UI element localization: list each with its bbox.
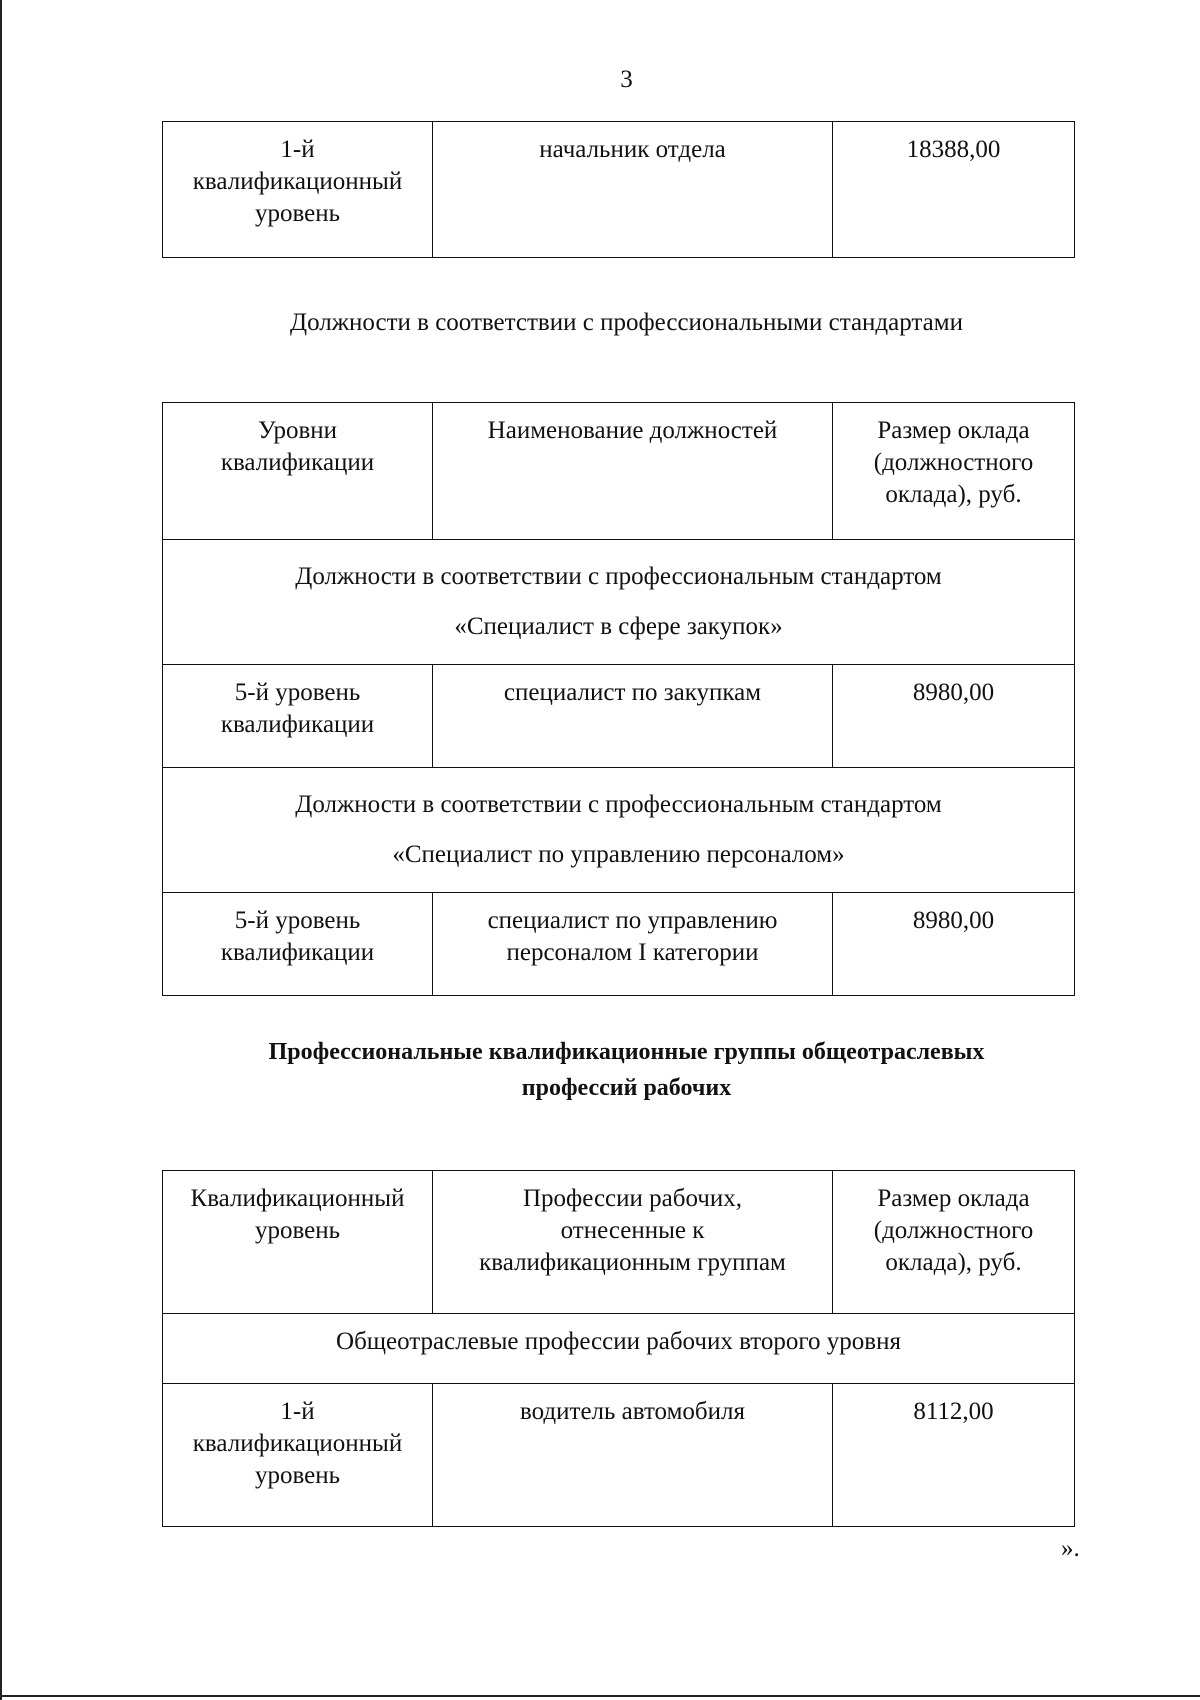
scan-edge-left [0, 0, 2, 1700]
salary-cell: 8980,00 [833, 893, 1075, 996]
level-cell: 1-й квалификационный уровень [163, 122, 433, 258]
group-title-row [163, 540, 1075, 665]
group-title-cell: Общеотраслевые профессии рабочих второго уровня [163, 1314, 1075, 1384]
page-number: 3 [620, 66, 633, 93]
position-cell: водитель автомобиля [433, 1384, 833, 1527]
position-cell: специалист по управлению персоналом I категории [433, 893, 833, 996]
table-row [163, 122, 1075, 258]
header-cell-salary: Размер оклада (должностного оклада), руб. [833, 1171, 1075, 1314]
header-cell-professions: Профессии рабочих, отнесенные к квалификационным группам [433, 1171, 833, 1314]
table-professional-standards [162, 402, 1075, 996]
salary-cell: 8112,00 [833, 1384, 1075, 1527]
closing-quote-mark: ». [1061, 1535, 1080, 1562]
position-cell: начальник отдела [433, 122, 833, 258]
header-cell-levels: Уровни квалификации [163, 403, 433, 540]
table-header-row [163, 403, 1075, 540]
group-title-row [163, 1314, 1075, 1384]
level-cell: 1-й квалификационный уровень [163, 1384, 433, 1527]
table-row [163, 893, 1075, 996]
table-row [163, 1384, 1075, 1527]
section-heading-professional-standards: Должности в соответствии с профессиональными стандартами [290, 309, 963, 336]
position-cell: специалист по закупкам [433, 665, 833, 768]
scan-edge-bottom [0, 1695, 1200, 1697]
table-continued [162, 121, 1075, 258]
header-cell-positions: Наименование должностей [433, 403, 833, 540]
level-cell: 5-й уровень квалификации [163, 893, 433, 996]
table-header-row [163, 1171, 1075, 1314]
salary-cell: 18388,00 [833, 122, 1075, 258]
salary-cell: 8980,00 [833, 665, 1075, 768]
group-title-cell: Должности в соответствии с профессиональным стандартом «Специалист в сфере закупок» [163, 540, 1075, 665]
header-cell-level: Квалификационный уровень [163, 1171, 433, 1314]
section-heading-worker-professions: Профессиональные квалификационные группы общеотраслевых профессий рабочих [268, 1039, 985, 1101]
group-title-cell: Должности в соответствии с профессиональным стандартом «Специалист по управлению персоналом» [163, 768, 1075, 893]
table-row [163, 665, 1075, 768]
level-cell: 5-й уровень квалификации [163, 665, 433, 768]
table-worker-professions [162, 1170, 1075, 1527]
group-title-row [163, 768, 1075, 893]
header-cell-salary: Размер оклада (должностного оклада), руб. [833, 403, 1075, 540]
